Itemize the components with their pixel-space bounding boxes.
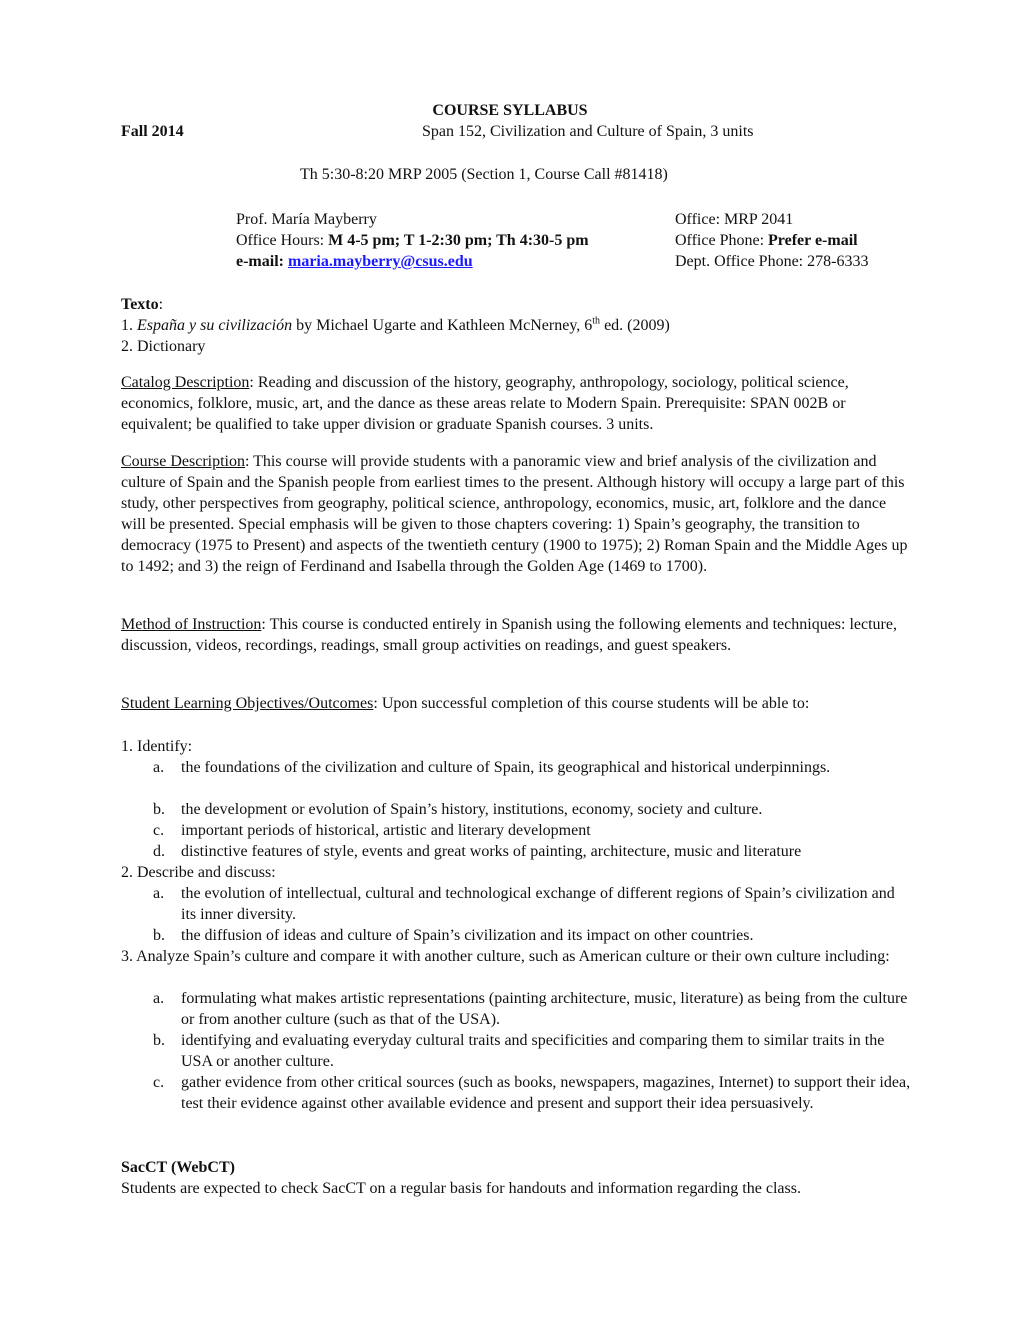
list-marker: a.: [153, 990, 165, 1007]
dept-phone: Dept. Office Phone: 278-6333: [675, 253, 869, 270]
texto-item-1: [121, 315, 670, 336]
list-text: the foundations of the civilization and culture of Spain, its geographical and historical underpinnings.: [181, 759, 831, 776]
catalog-description-label: Catalog Description: [121, 374, 250, 391]
course-description-label: Course Description: [121, 453, 245, 470]
list-text: distinctive features of style, events and great works of painting, architecture, music and literature: [181, 843, 802, 860]
email-link[interactable]: maria.mayberry@csus.edu: [287, 253, 473, 270]
list-text: formulating what makes artistic representations (painting architecture, music, literature) as being from the culture or from another culture (such as that of the USA).: [181, 990, 908, 1028]
list-marker: b.: [153, 927, 165, 944]
list-text: the development or evolution of Spain’s history, institutions, economy, society and culture.: [181, 801, 763, 818]
office-hours-value: M 4-5 pm; T 1-2:30 pm; Th 4:30-5 pm: [328, 232, 589, 249]
catalog-description-text: : Reading and discussion of the history, geography, anthropology, sociology, political science, economics, folklore, music, art, and the dance as these areas relate to Modern Spain. Prerequisite: SPAN 002B or equivalent; be qualified to take upper division or graduate Spanish courses. 3 units.: [121, 374, 849, 433]
list-marker: c.: [153, 1074, 165, 1091]
list-text: identifying and evaluating everyday cultural traits and specificities and comparing them to similar traits in the USA or another culture.: [181, 1032, 885, 1070]
catalog-description: [121, 372, 911, 435]
textbook-authors: by Michael Ugarte and Kathleen McNerney, 6: [292, 317, 593, 334]
office-phone-label: Office Phone:: [675, 232, 769, 249]
list-text: important periods of historical, artistic and literary development: [181, 822, 591, 839]
texto-item-number: 1.: [121, 317, 137, 334]
texto-item-2: 2. Dictionary: [121, 338, 206, 355]
list-marker: d.: [153, 843, 165, 860]
objective-3-heading: 3. Analyze Spain’s culture and compare it with another culture, such as American culture or their own culture including:: [121, 948, 890, 965]
list-text: the diffusion of ideas and culture of Spain’s civilization and its impact on other countries.: [181, 927, 754, 944]
office-phone: [675, 230, 858, 251]
list-text: gather evidence from other critical sources (such as books, newspapers, magazines, Internet) to support their idea, test their evidence against other available evidence and present and support their idea persuasively.: [181, 1074, 911, 1112]
course-description: [121, 451, 911, 577]
course-description-text: : This course will provide students with a panoramic view and brief analysis of the civilization and culture of Spain and the Spanish people from earliest times to the present. Although history will occupy a large part of this study, other perspectives from geography, political science, anthropology, economics, music, art, folklore and the dance will be presented. Special emphasis will be given to those chapters covering: 1) Spain’s geography, the transition to democracy (1975 to Present) and aspects of the twentieth century (1900 to 1975); 2) Roman Spain and the Middle Ages up to 1492; and 3) the reign of Ferdinand and Isabella through the Golden Age (1469 to 1700).: [121, 453, 908, 575]
office-location: Office: MRP 2041: [675, 211, 794, 228]
objective-2-heading: 2. Describe and discuss:: [121, 864, 276, 881]
textbook-edition: ed. (2009): [600, 317, 670, 334]
sacct-text: Students are expected to check SacCT on a regular basis for handouts and information regarding the class.: [121, 1180, 801, 1197]
office-hours: [236, 230, 589, 251]
course-title: Span 152, Civilization and Culture of Spain, 3 units: [422, 123, 754, 140]
list-marker: b.: [153, 1032, 165, 1049]
email-line: [236, 251, 473, 272]
method-label: Method of Instruction: [121, 616, 262, 633]
page-title: COURSE SYLLABUS: [432, 102, 588, 119]
term: Fall 2014: [121, 123, 184, 140]
texto-colon: :: [158, 296, 164, 313]
slo-label: Student Learning Objectives/Outcomes: [121, 695, 374, 712]
texto-heading: [121, 294, 163, 315]
list-marker: a.: [153, 759, 165, 776]
list-marker: c.: [153, 822, 165, 839]
method-text: : This course is conducted entirely in Spanish using the following elements and techniques: lecture, discussion, videos, recordings, readings, small group activities on readings, and guest speakers.: [121, 616, 897, 654]
edition-superscript: th: [592, 315, 601, 327]
office-hours-label: Office Hours:: [236, 232, 329, 249]
texto-heading-label: Texto: [121, 296, 159, 313]
office-phone-value: Prefer e-mail: [768, 232, 858, 249]
schedule: Th 5:30-8:20 MRP 2005 (Section 1, Course Call #81418): [300, 166, 668, 183]
list-marker: b.: [153, 801, 165, 818]
slo-intro: [121, 693, 911, 714]
list-text: the evolution of intellectual, cultural and technological exchange of different regions of Spain’s civilization and its inner diversity.: [181, 885, 895, 923]
objective-1-heading: 1. Identify:: [121, 738, 193, 755]
professor-name: Prof. María Mayberry: [236, 211, 377, 228]
email-label: e-mail:: [236, 253, 288, 270]
slo-text: : Upon successful completion of this course students will be able to:: [373, 695, 810, 712]
textbook-title: España y su civilización: [137, 317, 293, 334]
list-marker: a.: [153, 885, 165, 902]
method-of-instruction: [121, 614, 911, 656]
sacct-heading: SacCT (WebCT): [121, 1159, 235, 1176]
